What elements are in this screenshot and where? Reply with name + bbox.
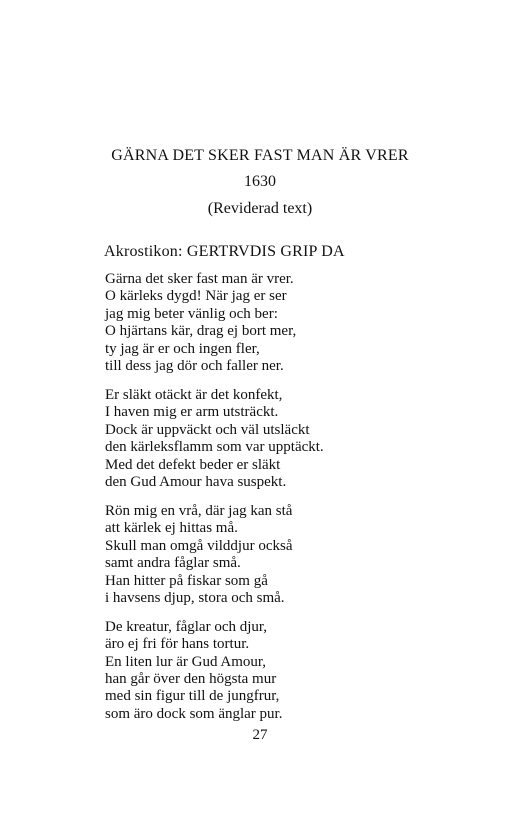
revision-note: (Reviderad text): [207, 200, 313, 217]
poem-line: till dess jag dör och faller ner.: [105, 358, 284, 375]
poem-line: äro ej fri för hans tortur.: [105, 636, 250, 653]
poem-line: han går över den högsta mur: [105, 671, 277, 688]
poem-line: I haven mig er arm utsträckt.: [105, 404, 279, 421]
page-number: 27: [252, 727, 268, 743]
poem-line: med sin figur till de jungfrur,: [105, 688, 280, 705]
poem-line: Han hitter på fiskar som gå: [105, 572, 268, 589]
poem-line: i havsens djup, stora och små.: [105, 589, 285, 606]
poem-line: Dock är uppväckt och väl utsläckt: [105, 421, 310, 438]
poem-line: jag mig beter vänlig och ber:: [105, 305, 278, 322]
poem-line: den kärleksflamm som var upptäckt.: [105, 439, 324, 456]
poem-line: Gärna det sker fast man är vrer.: [105, 271, 294, 287]
poem-line: ty jag är er och ingen fler,: [105, 340, 260, 357]
stanza: [105, 387, 485, 491]
poem-line: den Gud Amour hava suspekt.: [105, 473, 287, 490]
poem-line: som äro dock som änglar pur.: [105, 705, 283, 722]
poem-line: O hjärtans kär, drag ej bort mer,: [105, 323, 297, 340]
poem-line: att kärlek ej hittas må.: [105, 520, 238, 537]
poem-body: [105, 271, 485, 735]
poem-line: De kreatur, fåglar och djur,: [105, 618, 268, 635]
stanza: [105, 271, 485, 375]
stanza: [105, 619, 485, 723]
poem-year: 1630: [244, 173, 276, 190]
poem-title: GÄRNA DET SKER FAST MAN ÄR VRER: [111, 147, 409, 164]
acrostic-label: Akrostikon: GERTRVDIS GRIP DA: [104, 243, 345, 260]
poem-line: En liten lur är Gud Amour,: [105, 653, 267, 670]
poem-line: samt andra fåglar små.: [105, 555, 241, 572]
poem-line: Med det defekt beder er släkt: [105, 456, 281, 473]
poem-line: Rön mig en vrå, där jag kan stå: [105, 502, 293, 519]
poem-line: Er släkt otäckt är det konfekt,: [105, 386, 283, 403]
stanza: [105, 503, 485, 607]
poem-line: Skull man omgå vilddjur också: [105, 537, 293, 554]
poem-line: O kärleks dygd! När jag er ser: [105, 288, 287, 305]
